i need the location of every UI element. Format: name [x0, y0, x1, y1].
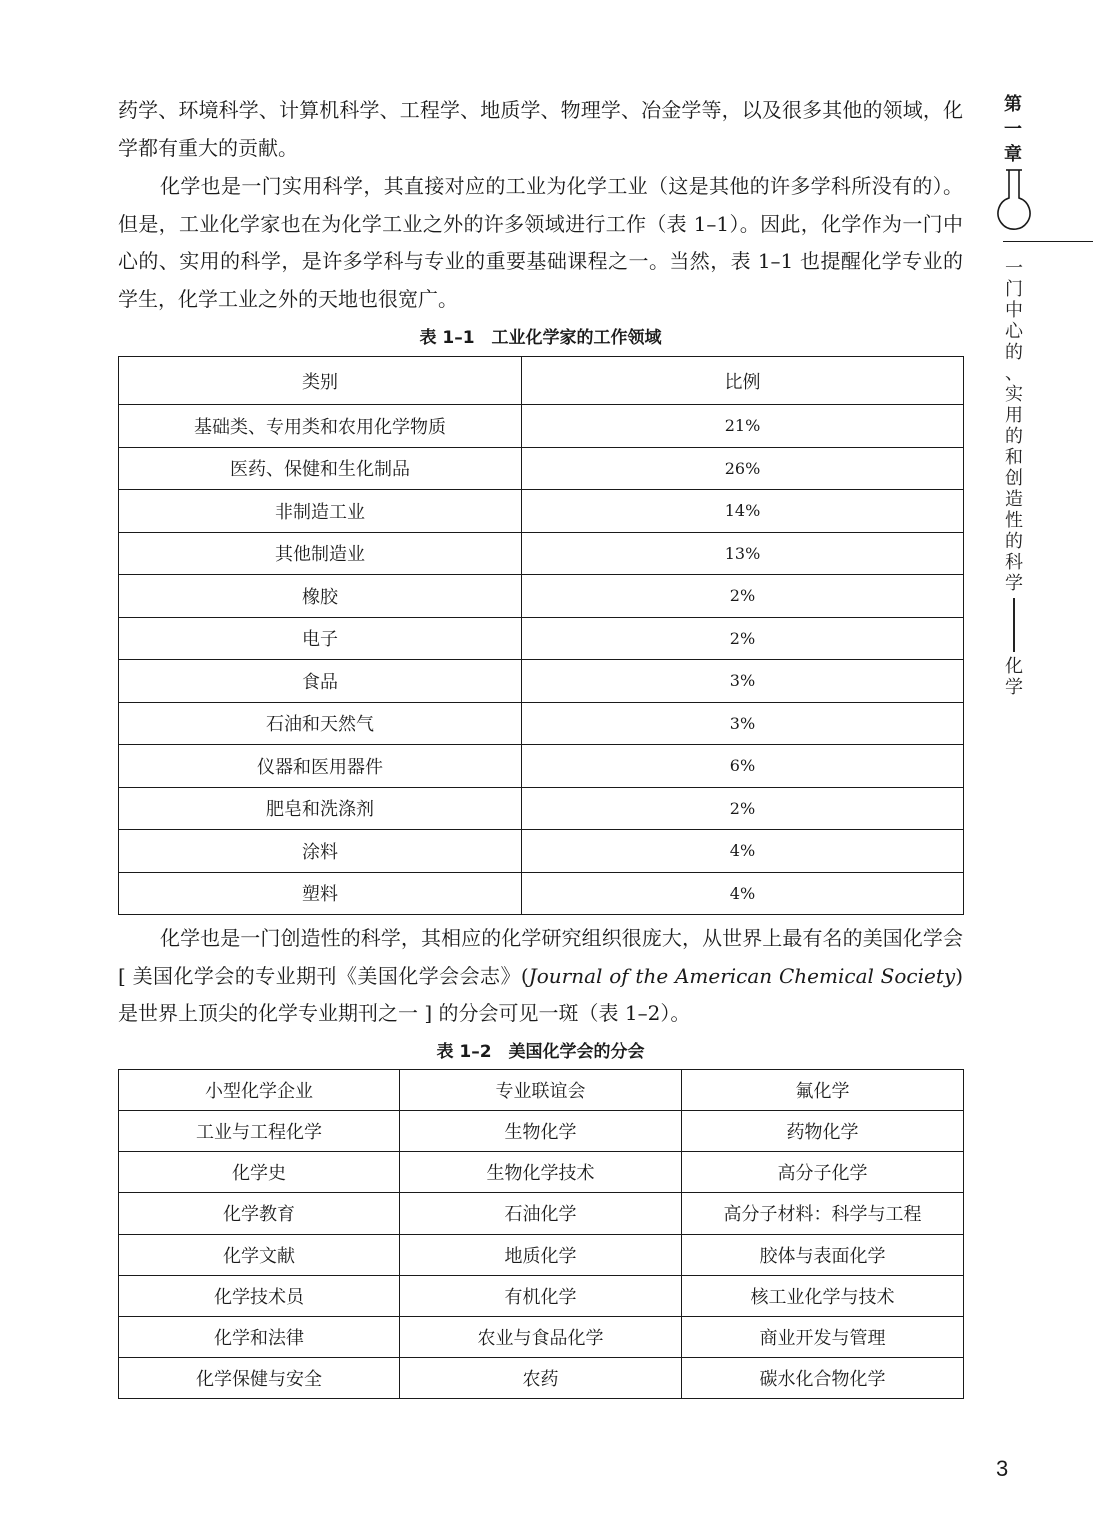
sidebar-rule [1003, 241, 1093, 242]
division-cell: 地质化学 [400, 1234, 682, 1275]
title-char: 和 [1005, 447, 1023, 468]
paragraph-3-text-a: 化学也是一门创造性的科学，其相应的化学研究组织很庞大，从世界上最有名的美国化学会 [ 美国化学会的专业期刊《美国化学会会志》( [118, 926, 963, 988]
table-row [119, 490, 964, 533]
table-row [119, 405, 964, 448]
table-row [119, 1275, 964, 1316]
percentage-cell: 21% [522, 405, 964, 448]
paragraph-2: 化学也是一门实用科学，其直接对应的工业为化学工业（这是其他的许多学科所没有的）。但是，工业化学家也在为化学工业之外的许多领域进行工作（表 1–1）。因此，化学作为一门中心的、实用的科学，是许多学科与专业的重要基础课程之一。当然，表 1–1 也提醒化学专业的学生，化学工业之外的天地也很宽广。 [118, 174, 963, 311]
percentage-cell: 2% [522, 575, 964, 618]
title-char: 造 [1005, 489, 1023, 510]
table-row [119, 745, 964, 788]
percentage-cell: 3% [522, 702, 964, 745]
percentage-cell: 2% [522, 787, 964, 830]
percentage-cell: 13% [522, 532, 964, 575]
category-cell: 非制造工业 [119, 490, 522, 533]
division-cell: 氟化学 [682, 1070, 964, 1111]
category-cell: 医药、保健和生化制品 [119, 447, 522, 490]
percentage-cell: 14% [522, 490, 964, 533]
table-row [119, 1357, 964, 1398]
percentage-cell: 6% [522, 745, 964, 788]
table2-acs-divisions [118, 1069, 964, 1399]
table-row [119, 702, 964, 745]
percentage-cell: 26% [522, 447, 964, 490]
title-char: 的 [1005, 531, 1023, 552]
percentage-cell: 4% [522, 830, 964, 873]
journal-title: Journal of the American Chemical Society [528, 963, 956, 988]
table-row [119, 1193, 964, 1234]
paragraph-3 [118, 920, 963, 1033]
em-dash-vertical [1013, 598, 1015, 652]
table-row [119, 1152, 964, 1193]
division-cell: 生物化学 [400, 1111, 682, 1152]
division-cell: 胶体与表面化学 [682, 1234, 964, 1275]
table-row [119, 830, 964, 873]
title-char: 门 [1005, 279, 1023, 300]
category-cell: 仪器和医用器件 [119, 745, 522, 788]
table1-header-1: 比例 [522, 357, 964, 405]
category-cell: 电子 [119, 617, 522, 660]
category-cell: 基础类、专用类和农用化学物质 [119, 405, 522, 448]
table-row [119, 1111, 964, 1152]
division-cell: 有机化学 [400, 1275, 682, 1316]
table-row [119, 532, 964, 575]
title-char: 学 [1005, 573, 1023, 594]
division-cell: 化学保健与安全 [119, 1357, 400, 1398]
table-row [119, 1234, 964, 1275]
division-cell: 化学和法律 [119, 1316, 400, 1357]
division-cell: 高分子材料：科学与工程 [682, 1193, 964, 1234]
chapter-label [998, 92, 1028, 167]
chapter-title-vertical [1001, 258, 1027, 698]
division-cell: 药物化学 [682, 1111, 964, 1152]
table1-work-areas [118, 356, 964, 915]
division-cell: 碳水化合物化学 [682, 1357, 964, 1398]
table-row [119, 447, 964, 490]
chapter-char: 章 [1004, 144, 1022, 165]
title-char: 的 [1005, 426, 1023, 447]
title-char: 中 [1005, 300, 1023, 321]
table1-header-0: 类别 [119, 357, 522, 405]
percentage-cell: 2% [522, 617, 964, 660]
title-char: 用 [1005, 405, 1023, 426]
percentage-cell: 3% [522, 660, 964, 703]
division-cell: 专业联谊会 [400, 1070, 682, 1111]
paragraph-1: 药学、环境科学、计算机科学、工程学、地质学、物理学、冶金学等，以及很多其他的领域，化学都有重大的贡献。 [118, 98, 963, 160]
division-cell: 化学文献 [119, 1234, 400, 1275]
paragraph-3-text-b: ) 是世界上顶尖的化学专业期刊之一 ] 的分会可见一斑（表 1–2）。 [118, 963, 964, 1025]
table1-caption: 表 1–1 工业化学家的工作领域 [419, 328, 662, 348]
category-cell: 肥皂和洗涤剂 [119, 787, 522, 830]
title-char: 化 [1005, 656, 1023, 677]
title-char: 创 [1005, 468, 1023, 489]
category-cell: 涂料 [119, 830, 522, 873]
table-row [119, 1070, 964, 1111]
division-cell: 农业与食品化学 [400, 1316, 682, 1357]
table2-caption: 表 1–2 美国化学会的分会 [436, 1042, 645, 1062]
chapter-char: 一 [1004, 119, 1022, 140]
percentage-cell: 4% [522, 872, 964, 915]
category-cell: 石油和天然气 [119, 702, 522, 745]
category-cell: 橡胶 [119, 575, 522, 618]
category-cell: 食品 [119, 660, 522, 703]
chapter-char: 第 [1004, 94, 1022, 115]
division-cell: 高分子化学 [682, 1152, 964, 1193]
title-char: 一 [1005, 258, 1023, 279]
table-row [119, 1316, 964, 1357]
table-row [119, 872, 964, 915]
division-cell: 化学史 [119, 1152, 400, 1193]
flask-icon [994, 168, 1034, 234]
division-cell: 核工业化学与技术 [682, 1275, 964, 1316]
title-char: 的 [1005, 342, 1023, 363]
table-row [119, 660, 964, 703]
title-char: 心 [1005, 321, 1023, 342]
division-cell: 化学技术员 [119, 1275, 400, 1316]
division-cell: 化学教育 [119, 1193, 400, 1234]
division-cell: 石油化学 [400, 1193, 682, 1234]
category-cell: 塑料 [119, 872, 522, 915]
table-row [119, 617, 964, 660]
title-char: 学 [1005, 677, 1023, 698]
title-char: 性 [1005, 510, 1023, 531]
division-cell: 农药 [400, 1357, 682, 1398]
title-char: 科 [1005, 552, 1023, 573]
page-number: 3 [996, 1456, 1009, 1481]
division-cell: 商业开发与管理 [682, 1316, 964, 1357]
division-cell: 生物化学技术 [400, 1152, 682, 1193]
table1-header-row [119, 357, 964, 405]
category-cell: 其他制造业 [119, 532, 522, 575]
title-char: 实 [1005, 384, 1023, 405]
table-row [119, 575, 964, 618]
division-cell: 工业与工程化学 [119, 1111, 400, 1152]
division-cell: 小型化学企业 [119, 1070, 400, 1111]
table-row [119, 787, 964, 830]
title-char: 、 [1005, 363, 1023, 384]
